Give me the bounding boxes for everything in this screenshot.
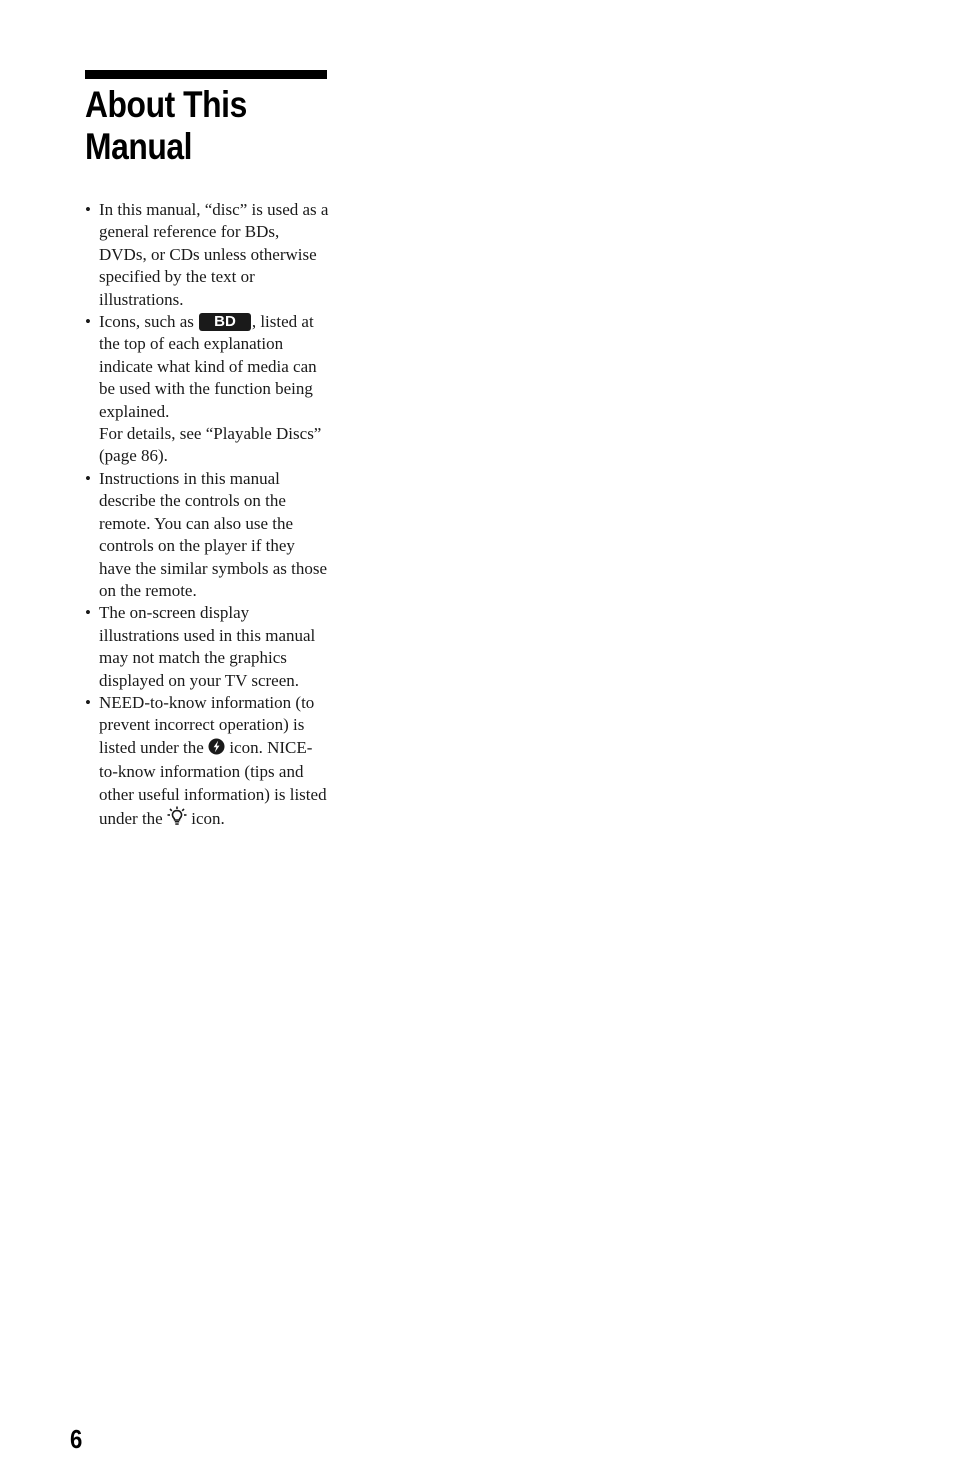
bullet-text: , listed at the top of each explanation indicate what kind of media can be used with the function being explained. <box>99 312 317 421</box>
bullet-text: NEED-to-know information (to prevent incorrect operation) is listed under the <box>99 692 315 757</box>
bullet-note: For details, see “Playable Discs” (page 86). <box>99 424 322 466</box>
bullet-text: In this manual, “disc” is used as a general reference for BDs, DVDs, or CDs unless otherwise specified by the text or illustrations. <box>99 200 329 309</box>
list-item <box>85 692 330 832</box>
list-item <box>85 311 330 468</box>
bd-media-badge: BD <box>199 313 251 331</box>
bullet-text: icon. <box>186 808 225 828</box>
caution-icon <box>208 738 225 761</box>
lightbulb-tip-icon <box>167 806 187 832</box>
page-title: About This Manual <box>85 84 247 167</box>
list-item <box>85 199 330 311</box>
bullet-list <box>85 199 330 832</box>
page-number: 6 <box>70 1424 83 1454</box>
bullet-text: Icons, such as <box>99 312 199 332</box>
list-item <box>85 602 330 692</box>
bullet-text: icon. NICE-to-know information (tips and other useful information) is listed under the <box>99 737 327 828</box>
list-item <box>85 468 330 602</box>
bullet-text: The on-screen display illustrations used in this manual may not match the graphics displayed on your TV screen. <box>99 603 316 690</box>
title-rule <box>85 70 327 79</box>
bullet-text: Instructions in this manual describe the controls on the remote. You can also use the controls on the player if they have the similar symbols as those on the remote. <box>99 468 328 600</box>
